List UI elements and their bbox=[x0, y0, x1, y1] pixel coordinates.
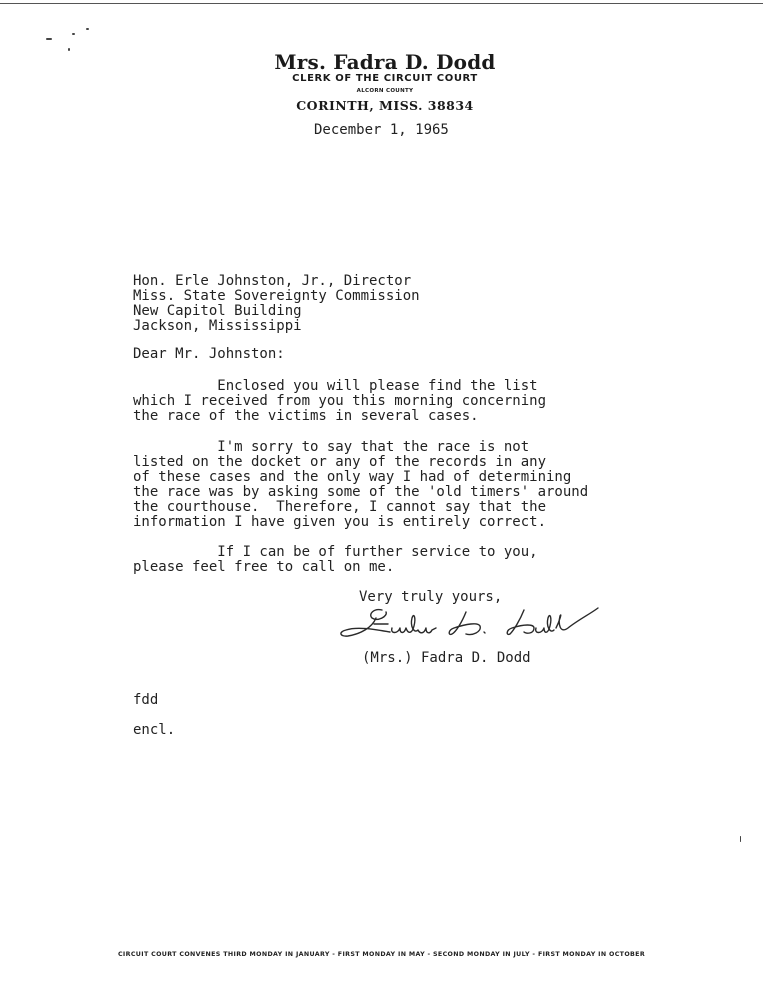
paragraph-2-line-6: information I have given you is entirely correct. bbox=[133, 514, 547, 530]
paragraph-2-line-3: of these cases and the only way I had of determining bbox=[133, 469, 572, 485]
scan-speck bbox=[86, 28, 89, 30]
typist-initials: fdd bbox=[133, 692, 159, 708]
letter-date: December 1, 1965 bbox=[314, 122, 449, 138]
enclosure-note: encl. bbox=[133, 722, 176, 738]
letterhead-city: CORINTH, MISS. 38834 bbox=[296, 98, 474, 113]
recipient-line-1: Hon. Erle Johnston, Jr., Director bbox=[133, 273, 412, 289]
closing: Very truly yours, bbox=[359, 589, 503, 605]
scan-speck bbox=[72, 33, 75, 35]
letterhead-name: Mrs. Fadra D. Dodd bbox=[274, 50, 496, 74]
scan-speck bbox=[740, 836, 741, 842]
paragraph-1-line-1: Enclosed you will please find the list bbox=[133, 378, 538, 394]
paragraph-3-line-1: If I can be of further service to you, bbox=[133, 544, 538, 560]
handwritten-signature bbox=[338, 604, 600, 648]
recipient-line-3: New Capitol Building bbox=[133, 303, 302, 319]
paragraph-2-line-1: I'm sorry to say that the race is not bbox=[133, 439, 530, 455]
recipient-line-4: Jackson, Mississippi bbox=[133, 318, 302, 334]
court-schedule-footer: CIRCUIT COURT CONVENES THIRD MONDAY IN JANUARY - FIRST MONDAY IN MAY - SECOND MONDAY IN JULY - FIRST MONDAY IN OCTOBER bbox=[117, 951, 646, 958]
paragraph-3-line-2: please feel free to call on me. bbox=[133, 559, 395, 575]
letterhead-title: CLERK OF THE CIRCUIT COURT bbox=[292, 73, 478, 84]
recipient-line-2: Miss. State Sovereignty Commission bbox=[133, 288, 420, 304]
salutation: Dear Mr. Johnston: bbox=[133, 346, 285, 362]
paragraph-2-line-4: the race was by asking some of the 'old timers' around bbox=[133, 484, 589, 500]
scan-speck bbox=[68, 48, 70, 51]
top-edge-rule bbox=[0, 3, 763, 4]
paragraph-1-line-3: the race of the victims in several cases. bbox=[133, 408, 479, 424]
paragraph-1-line-2: which I received from you this morning concerning bbox=[133, 393, 547, 409]
typed-signer-name: (Mrs.) Fadra D. Dodd bbox=[362, 650, 531, 666]
scan-speck bbox=[46, 38, 52, 40]
paragraph-2-line-5: the courthouse. Therefore, I cannot say that the bbox=[133, 499, 547, 515]
paragraph-2-line-2: listed on the docket or any of the records in any bbox=[133, 454, 547, 470]
letterhead-county: ALCORN COUNTY bbox=[356, 88, 414, 94]
